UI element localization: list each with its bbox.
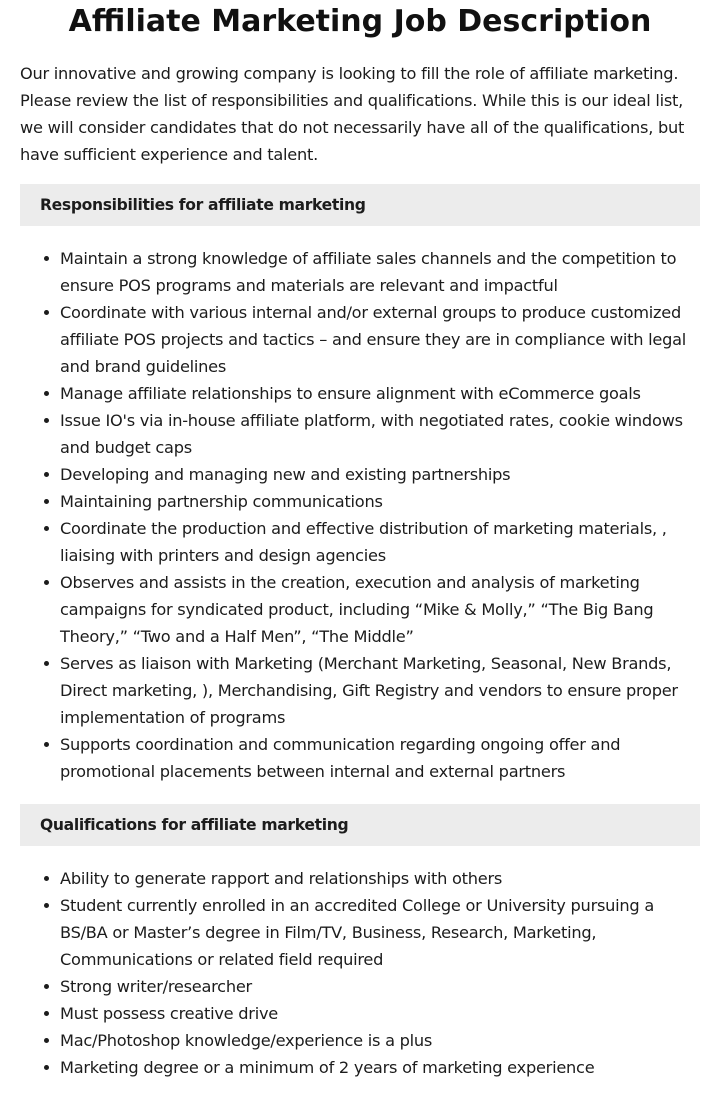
list-item-text: Coordinate with various internal and/or external groups to produce customized affiliate POS projects and tactics – and ensure they are in compliance with legal and brand guidelines (60, 303, 687, 376)
list-item-text: Manage affiliate relationships to ensure alignment with eCommerce goals (60, 384, 641, 403)
qualifications-list (0, 865, 720, 1081)
list-item (60, 1000, 700, 1027)
list-item-text: Maintaining partnership communications (60, 492, 383, 511)
bullet-icon (44, 391, 49, 396)
intro-paragraph: Our innovative and growing company is looking to fill the role of affiliate marketing. Please review the list of responsibilities and qualifications. While this is our ideal list, we will consider candidates that do not necessarily have all of the qualifications, but have sufficient experience and talent. (20, 64, 685, 164)
list-item-text: Serves as liaison with Marketing (Merchant Marketing, Seasonal, New Brands, Direct marketing, ), Merchandising, Gift Registry and vendors to ensure proper implementation of programs (60, 654, 678, 727)
bullet-icon (44, 418, 49, 423)
list-item-text: Observes and assists in the creation, execution and analysis of marketing campaigns for syndicated product, including “Mike & Molly,” “The Big Bang Theory,” “Two and a Half Men”, “The Middle” (60, 573, 654, 646)
list-item (60, 407, 700, 461)
list-item-text: Ability to generate rapport and relationships with others (60, 869, 503, 888)
bullet-icon (44, 876, 49, 881)
list-item-text: Mac/Photoshop knowledge/experience is a plus (60, 1031, 433, 1050)
list-item (60, 731, 700, 785)
bullet-icon (44, 984, 49, 989)
list-item (60, 1054, 700, 1081)
bullet-icon (44, 256, 49, 261)
list-item (60, 865, 700, 892)
list-item (60, 299, 700, 380)
list-item (60, 569, 700, 650)
list-item (60, 380, 700, 407)
list-item-text: Developing and managing new and existing partnerships (60, 465, 511, 484)
list-item (60, 515, 700, 569)
list-item (60, 245, 700, 299)
list-item-text: Marketing degree or a minimum of 2 years of marketing experience (60, 1058, 595, 1077)
list-item-text: Maintain a strong knowledge of affiliate sales channels and the competition to ensure POS programs and materials are relevant and impactful (60, 249, 677, 295)
bullet-icon (44, 526, 49, 531)
bullet-icon (44, 310, 49, 315)
list-item (60, 1027, 700, 1054)
bullet-icon (44, 499, 49, 504)
list-item (60, 892, 700, 973)
list-item (60, 650, 700, 731)
bullet-icon (44, 1065, 49, 1070)
bullet-icon (44, 1038, 49, 1043)
list-item-text: Issue IO's via in-house affiliate platform, with negotiated rates, cookie windows and budget caps (60, 411, 683, 457)
bullet-icon (44, 472, 49, 477)
responsibilities-heading: Responsibilities for affiliate marketing (20, 184, 700, 226)
list-item (60, 488, 700, 515)
list-item-text: Supports coordination and communication regarding ongoing offer and promotional placements between internal and external partners (60, 735, 621, 781)
list-item-text: Strong writer/researcher (60, 977, 252, 996)
list-item-text: Student currently enrolled in an accredited College or University pursuing a BS/BA or Master’s degree in Film/TV, Business, Research, Marketing, Communications or related field required (60, 896, 655, 969)
list-item (60, 973, 700, 1000)
bullet-icon (44, 1011, 49, 1016)
list-item-text: Coordinate the production and effective distribution of marketing materials, , liaising with printers and design agencies (60, 519, 667, 565)
bullet-icon (44, 742, 49, 747)
qualifications-heading: Qualifications for affiliate marketing (20, 804, 700, 846)
responsibilities-list (0, 245, 720, 785)
bullet-icon (44, 580, 49, 585)
bullet-icon (44, 903, 49, 908)
page-title: Affiliate Marketing Job Description (68, 4, 652, 39)
list-item (60, 461, 700, 488)
bullet-icon (44, 661, 49, 666)
list-item-text: Must possess creative drive (60, 1004, 278, 1023)
